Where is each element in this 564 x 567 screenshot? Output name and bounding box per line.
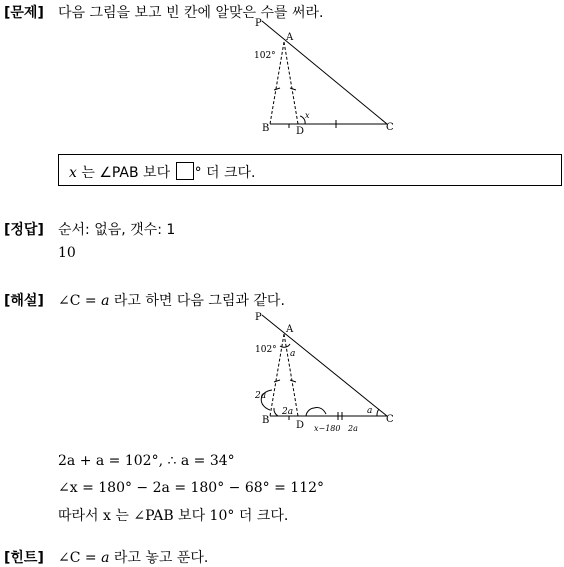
label-2a-bottom: 2a — [348, 424, 358, 433]
box-text-2: 더 크다. — [201, 165, 256, 181]
label-C: C — [386, 122, 394, 133]
answer-line: 순서: 없음, 갯수: 1 — [58, 222, 176, 238]
label-A: A — [286, 32, 294, 43]
label-A: A — [286, 324, 294, 335]
label-x: x — [305, 111, 310, 120]
label-D: D — [296, 126, 305, 137]
box-text-1: 는 ∠PAB 보다 — [76, 165, 175, 181]
intro-part-b: 라고 하면 다음 그림과 같다. — [109, 293, 285, 309]
answer-value: 10 — [58, 245, 76, 261]
label-2a-left: 2a — [255, 391, 267, 401]
explanation-intro — [58, 290, 285, 310]
conclusion: 따라서 x 는 ∠PAB 보다 10° 더 크다. — [58, 508, 289, 524]
hint-part-b: 라고 놓고 푼다. — [109, 550, 209, 566]
explanation-figure — [252, 310, 402, 435]
label-C: C — [386, 414, 394, 425]
problem-tag: [문제] — [4, 5, 44, 21]
question-box — [58, 154, 562, 186]
label-102: 102° — [254, 51, 276, 61]
degree-sign: ° — [194, 165, 202, 181]
label-102: 102° — [255, 345, 277, 355]
label-P: P — [255, 312, 262, 323]
label-B: B — [262, 123, 270, 134]
answer-tag: [정답] — [4, 222, 44, 238]
label-x-180: x−180 — [314, 424, 341, 433]
hint-part-a: ∠C = — [58, 550, 102, 566]
label-D: D — [296, 420, 305, 431]
equation-2: ∠x = 180° − 2a = 180° − 68° = 112° — [58, 480, 325, 496]
intro-var: a — [101, 293, 110, 309]
var-x: x — [69, 165, 77, 181]
problem-text: 다음 그림을 보고 빈 칸에 알맞은 수를 써라. — [58, 5, 324, 21]
label-B: B — [262, 415, 270, 426]
problem-figure — [252, 16, 402, 138]
intro-part-a: ∠C = — [58, 293, 102, 309]
label-a-top: a — [290, 349, 296, 359]
hint-tag: [힌트] — [4, 550, 44, 566]
answer-blank[interactable] — [176, 162, 194, 180]
hint-var: a — [101, 550, 110, 566]
label-2a-B: 2a — [282, 407, 294, 417]
equation-1: 2a + a = 102°, ∴ a = 34° — [58, 453, 235, 469]
label-P: P — [255, 18, 262, 29]
explanation-tag: [해설] — [4, 293, 44, 309]
label-a-C: a — [367, 406, 373, 416]
hint-text — [58, 547, 208, 567]
